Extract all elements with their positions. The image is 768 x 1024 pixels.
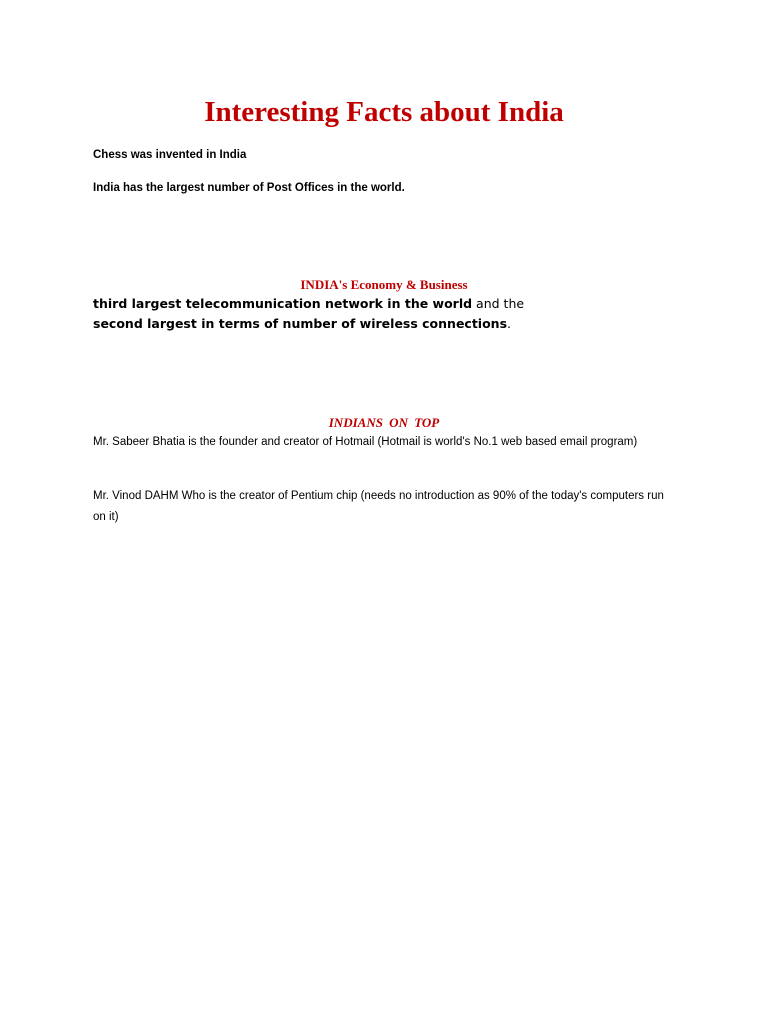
economy-line-1-bold: third largest telecommunication network in the world xyxy=(93,296,473,311)
page-title: Interesting Facts about India xyxy=(204,96,564,128)
economy-line-2-bold: second largest in terms of number of wireless connections xyxy=(93,316,508,331)
paragraph-vinod-dahm: Mr. Vinod DAHM Who is the creator of Pentium chip (needs no introduction as 90% of the today's computers run on it) xyxy=(93,490,664,523)
economy-line-1 xyxy=(93,294,524,314)
economy-line-2-rest: . xyxy=(507,316,512,331)
economy-line-2 xyxy=(93,314,511,334)
fact-chess: Chess was invented in India xyxy=(93,149,247,161)
fact-post-offices: India has the largest number of Post Offices in the world. xyxy=(93,182,405,194)
paragraph-sabeer-bhatia: Mr. Sabeer Bhatia is the founder and creator of Hotmail (Hotmail is world's No.1 web based email program) xyxy=(93,436,638,448)
indians-heading: INDIANS ON TOP xyxy=(328,415,440,430)
economy-heading: INDIA's Economy & Business xyxy=(300,277,468,292)
economy-line-1-rest: and the xyxy=(472,296,525,311)
